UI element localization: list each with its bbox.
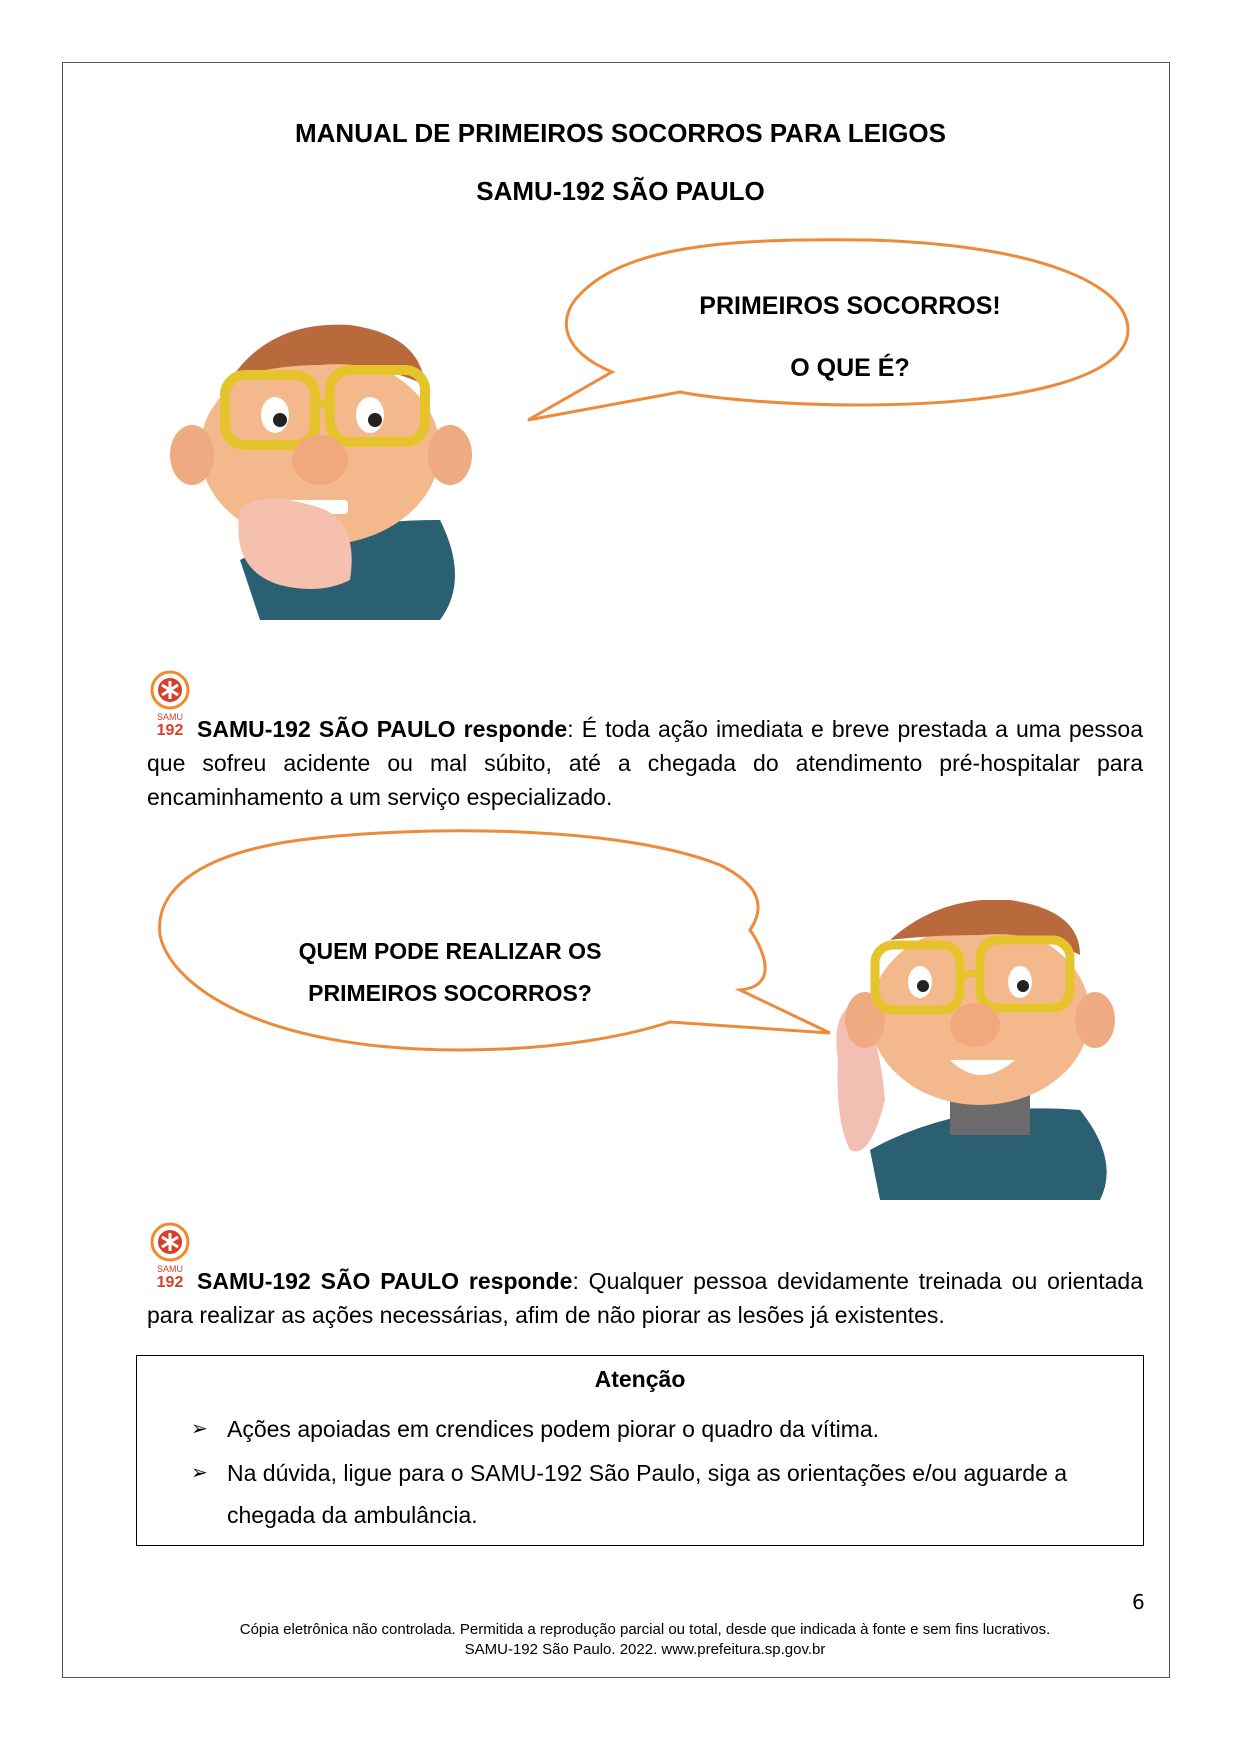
- answer1-speaker: SAMU-192 SÃO PAULO responde: [197, 716, 568, 742]
- footer-line1: Cópia eletrônica não controlada. Permitida a reprodução parcial ou total, desde que indicada à fonte e sem fins lucrativos.: [239, 1621, 1051, 1638]
- bubble2-line1: QUEM PODE REALIZAR OS: [298, 938, 602, 964]
- answer2-text: : Qualquer pessoa devidamente treinada ou orientada para realizar as ações necessárias, afim de não piorar as lesões já existentes.: [147, 1268, 1143, 1328]
- document-subtitle: SAMU-192 SÃO PAULO: [476, 176, 765, 206]
- answer1-paragraph: [147, 712, 1143, 814]
- attention-title: Atenção: [594, 1366, 686, 1392]
- arrow-bullet-icon: ➢: [191, 1462, 208, 1484]
- page-number: 6: [1132, 1590, 1145, 1614]
- mascot-waving-image: [830, 900, 1120, 1200]
- bubble1-line1: PRIMEIROS SOCORROS!: [699, 292, 1001, 320]
- attention-item: [191, 1452, 1129, 1536]
- samu-logo-2-top-text: SAMU: [156, 1264, 184, 1274]
- arrow-bullet-icon: ➢: [191, 1418, 208, 1440]
- samu-logo-1-bottom-text: 192: [156, 722, 184, 738]
- answer2-speaker: SAMU-192 SÃO PAULO responde: [197, 1268, 573, 1294]
- attention-item: [191, 1408, 1129, 1450]
- mascot-thinking-image: [170, 320, 490, 640]
- answer2-paragraph: [147, 1264, 1143, 1332]
- attention-box: [136, 1355, 1144, 1546]
- samu-logo-1-top-text: SAMU: [156, 712, 184, 722]
- attention-item-text: Ações apoiadas em crendices podem piorar o quadro da vítima.: [227, 1416, 880, 1442]
- bubble1-line2: O QUE É?: [790, 354, 910, 382]
- bubble2-line2: PRIMEIROS SOCORROS?: [308, 980, 592, 1006]
- document-title: MANUAL DE PRIMEIROS SOCORROS PARA LEIGOS: [294, 118, 946, 148]
- answer1-text: : É toda ação imediata e breve prestada a uma pessoa que sofreu acidente ou mal súbito, até a chegada do atendimento pré-hospitalar para encaminhamento a um serviço especializado.: [147, 716, 1143, 810]
- speech-bubble-1: [528, 240, 1128, 420]
- footer-line2: SAMU-192 São Paulo. 2022. www.prefeitura.sp.gov.br: [464, 1641, 826, 1658]
- attention-item-text: Na dúvida, ligue para o SAMU-192 São Paulo, siga as orientações e/ou aguarde a chegada da ambulância.: [227, 1460, 1068, 1528]
- samu-logo-2-bottom-text: 192: [156, 1274, 184, 1290]
